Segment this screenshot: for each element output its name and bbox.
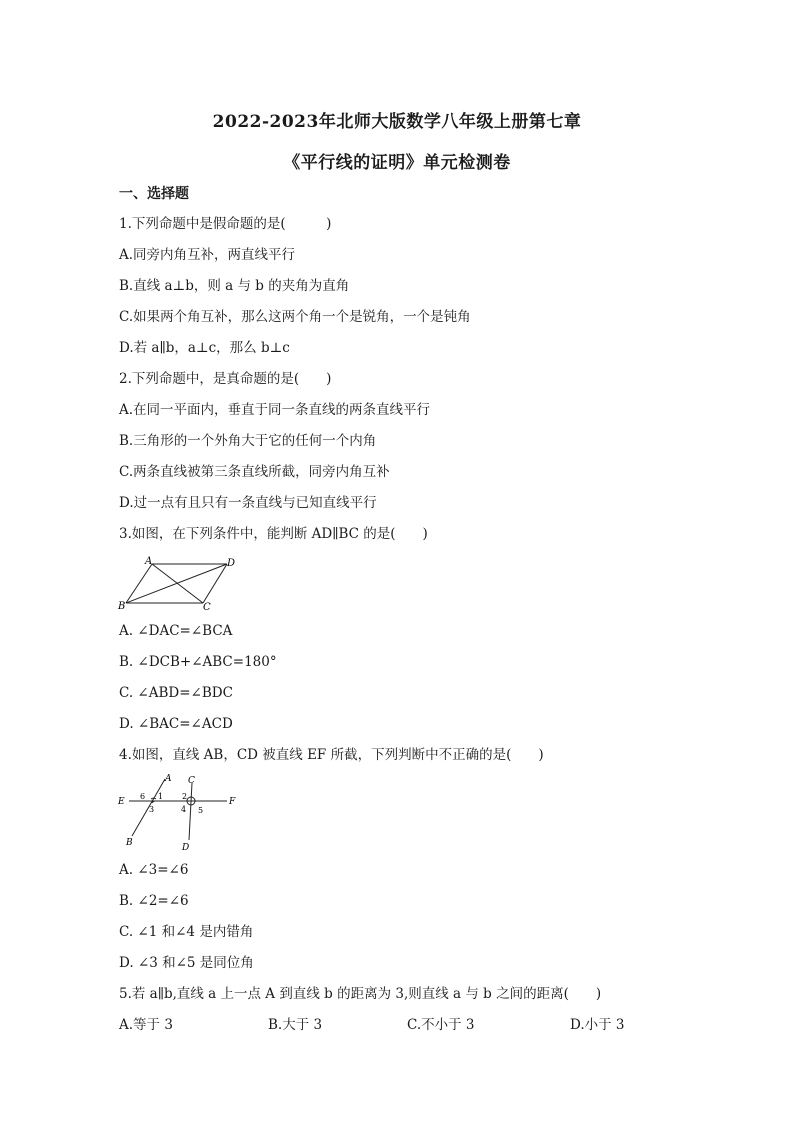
question-1-option-b: B.直线 a⊥b，则 a 与 b 的夹角为直角 — [119, 278, 350, 294]
question-5-stem: 5.若 a∥b,直线 a 上一点 A 到直线 b 的距离为 3,则直线 a 与 b 之间的距离( ) — [119, 986, 602, 1002]
figure3-label-c: C — [203, 602, 211, 613]
figure4-angle-3: 3 — [149, 805, 155, 814]
question-3-option-d: D. ∠BAC=∠ACD — [119, 716, 233, 732]
question-2-stem: 2.下列命题中，是真命题的是( ) — [119, 371, 332, 387]
question-4-option-d: D. ∠3 和∠5 是同位角 — [119, 955, 254, 971]
question-2-option-a: A.在同一平面内，垂直于同一条直线的两条直线平行 — [119, 402, 431, 418]
question-3-option-a: A. ∠DAC=∠BCA — [119, 623, 233, 639]
question-3-figure-parallelogram — [117, 555, 243, 613]
figure4-label-a: A — [165, 774, 172, 784]
question-2-option-c: C.两条直线被第三条直线所截，同旁内角互补 — [119, 464, 390, 480]
figure4-angle-1: 1 — [158, 792, 164, 801]
question-1-option-d: D.若 a∥b，a⊥c，那么 b⊥c — [119, 340, 290, 356]
figure4-angle-4: 4 — [181, 805, 187, 814]
question-5-option-c: C.不小于 3 — [407, 1017, 475, 1033]
figure3-label-b: B — [118, 601, 126, 612]
question-3-option-c: C. ∠ABD=∠BDC — [119, 685, 233, 701]
figure4-label-c: C — [188, 776, 195, 786]
question-3-stem: 3.如图，在下列条件中，能判断 AD∥BC 的是( ) — [119, 526, 428, 542]
question-4-option-b: B. ∠2=∠6 — [119, 893, 189, 909]
figure4-angle-6: 6 — [140, 792, 146, 801]
figure4-label-b: B — [126, 838, 133, 848]
section-heading: 一、选择题 — [119, 186, 189, 202]
figure4-angle-5: 5 — [198, 806, 204, 815]
question-4-figure-transversal — [115, 772, 245, 852]
question-1-stem: 1.下列命题中是假命题的是( ) — [119, 216, 332, 232]
page-title-line2: 《平行线的证明》单元检测卷 — [283, 153, 511, 173]
question-4-stem: 4.如图，直线 AB，CD 被直线 EF 所截，下列判断中不正确的是( ) — [119, 747, 544, 763]
figure4-label-e: E — [118, 797, 125, 807]
question-2-option-d: D.过一点有且只有一条直线与已知直线平行 — [119, 495, 377, 511]
question-5-option-a: A.等于 3 — [119, 1017, 173, 1033]
question-5-option-b: B.大于 3 — [268, 1017, 323, 1033]
figure3-label-d: D — [227, 558, 236, 569]
page-title-line1: 2022-2023年北师大版数学八年级上册第七章 — [212, 112, 582, 132]
question-4-option-c: C. ∠1 和∠4 是内错角 — [119, 924, 254, 940]
figure4-label-f: F — [229, 797, 236, 807]
question-1-option-a: A.同旁内角互补，两直线平行 — [119, 247, 296, 263]
figure4-label-d: D — [182, 843, 190, 852]
figure3-label-a: A — [145, 556, 153, 567]
question-2-option-b: B.三角形的一个外角大于它的任何一个内角 — [119, 433, 377, 449]
question-3-option-b: B. ∠DCB+∠ABC=180° — [119, 654, 277, 670]
question-5-option-d: D.小于 3 — [570, 1017, 625, 1033]
question-1-option-c: C.如果两个角互补，那么这两个角一个是锐角，一个是钝角 — [119, 309, 471, 325]
figure4-angle-2: 2 — [182, 792, 188, 801]
question-4-option-a: A. ∠3=∠6 — [119, 862, 189, 878]
